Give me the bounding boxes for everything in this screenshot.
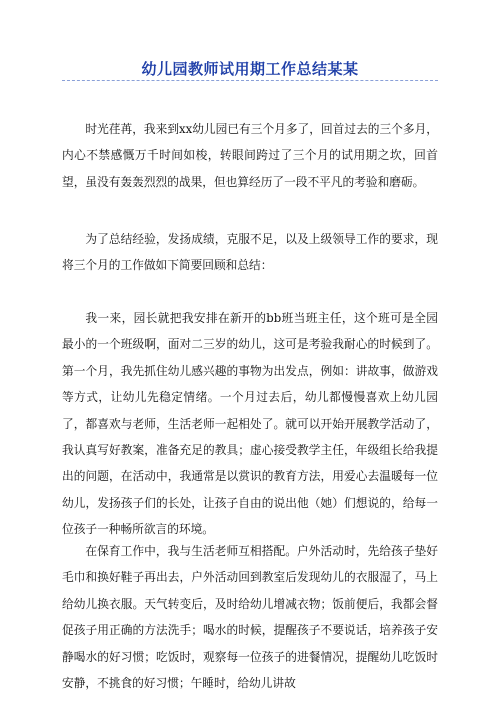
document-title: 幼儿园教师试用期工作总结某某 (141, 60, 359, 79)
paragraph-care: 在保育工作中，我与生活老师互相搭配。户外活动时，先给孩子垫好毛巾和换好鞋子再出去，户外活动回到教室后发现幼儿的衣服湿了，马上给幼儿换衣服。天气转变后，及时给幼儿增减衣物；饭前便后，我都会督促孩子用正确的方法洗手；喝水的时候，提醒孩子不要说话，培养孩子安静喝水的好习惯；吃饭时，观察每一位孩子的进餐情况，提醒幼儿吃饭时安静，不挑食的好习惯；午睡时，给幼儿讲故 (62, 544, 438, 691)
title-divider (62, 80, 438, 81)
paragraph-intro: 时光荏苒，我来到xx幼儿园已有三个月多了，回首过去的三个多月，内心不禁感慨万千时间如梭，转眼间跨过了三个月的试用期之坎，回首望，虽没有轰轰烈烈的战果，但也算经历了一段不平凡的考验和磨砺。 (62, 122, 438, 189)
paragraph-teaching: 我一来，园长就把我安排在新开的bb班当班主任，这个班可是全园最小的一个班级啊，面对二三岁的幼儿，这可是考验我耐心的时候到了。第一个月，我先抓住幼儿感兴趣的事物为出发点，例如：讲故事，做游戏等方式，让幼儿先稳定情绪。一个月过去后，幼儿都慢慢喜欢上幼儿园了，都喜欢与老师，生活老师一起相处了。就可以开始开展教学活动了，我认真写好教案，准备充足的教具；虚心接受教学主任，年级组长给我提出的问题，在活动中，我通常是以赏识的教育方法，用爱心去温暖每一位幼儿，发扬孩子们的长处，让孩子自由的说出他（她）们想说的，给每一位孩子一种畅所欲言的环境。 (62, 311, 438, 537)
paragraph-purpose: 为了总结经验，发扬成绩，克服不足，以及上级领导工作的要求，现将三个月的工作做如下简要回顾和总结： (62, 232, 438, 273)
